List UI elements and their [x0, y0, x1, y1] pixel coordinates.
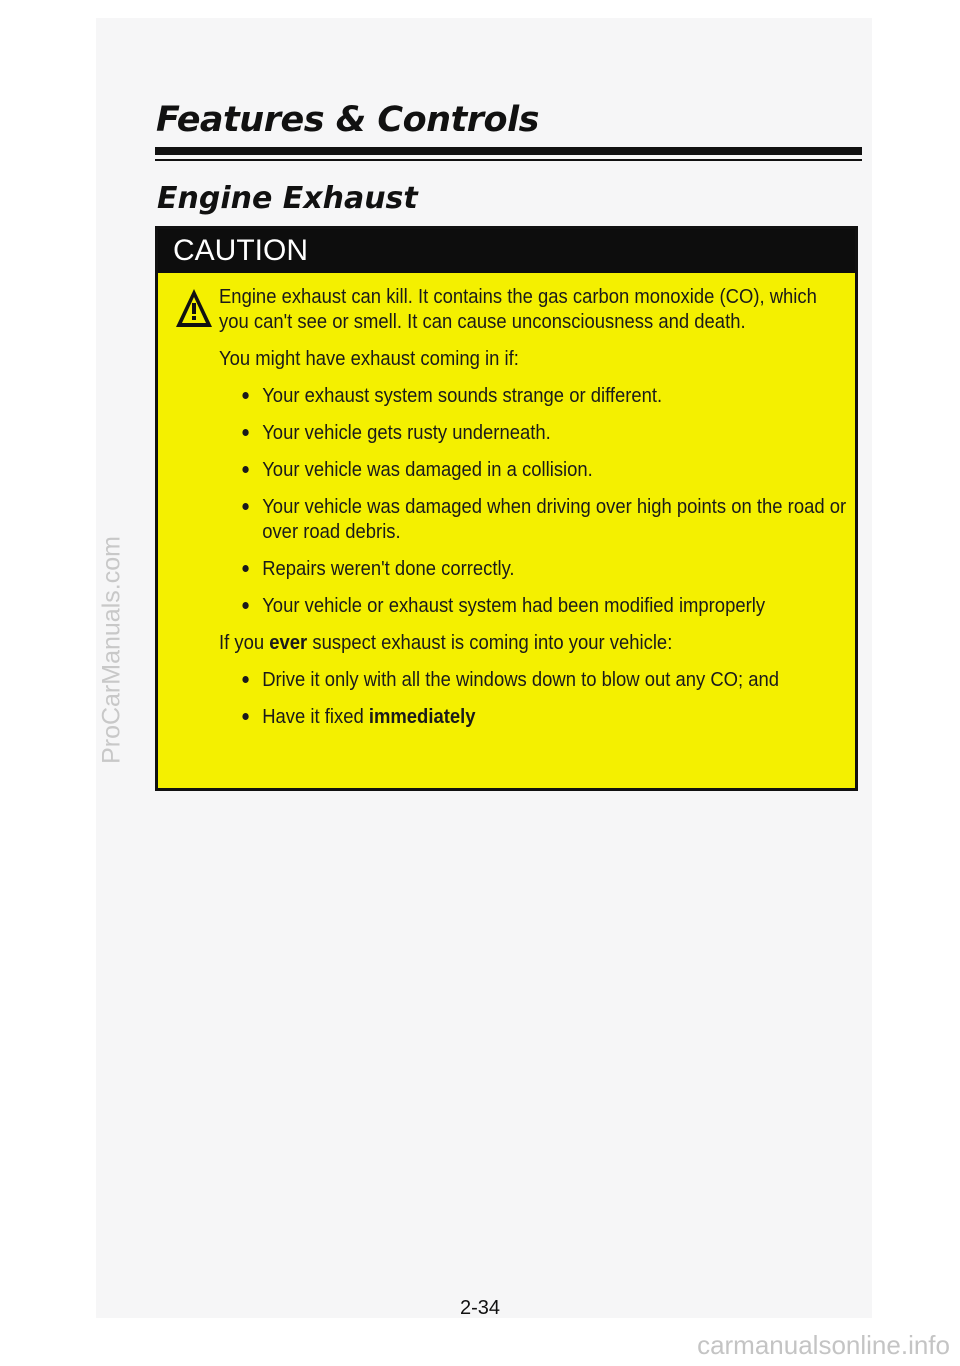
list-item: Your vehicle gets rusty underneath. [219, 420, 847, 445]
list-item: Drive it only with all the windows down to blow out any CO; and [219, 667, 847, 692]
exhaust-conditions-intro: You might have exhaust coming in if: [219, 347, 519, 370]
list-item: Your exhaust system sounds strange or different. [219, 383, 847, 408]
list-item: Your vehicle or exhaust system had been modified improperly [219, 593, 847, 618]
list-item [219, 704, 847, 729]
caution-intro: Engine exhaust can kill. It contains the gas carbon monoxide (CO), which you can't see or smell. It can cause unconsciousness and death. [219, 285, 817, 333]
page-number: 2-34 [459, 1297, 501, 1319]
ever-emphasis: ever [269, 631, 308, 654]
exhaust-conditions-list [219, 383, 847, 618]
bottom-watermark: carmanualsonline.info [697, 1330, 950, 1360]
caution-label: CAUTION [158, 229, 855, 273]
if-you-text: If you [219, 631, 265, 654]
list-item: Repairs weren't done correctly. [219, 556, 847, 581]
header-rule-thick [155, 147, 862, 155]
warning-triangle-icon [174, 286, 214, 330]
actions-list [219, 667, 782, 729]
caution-body [219, 284, 847, 729]
side-watermark: ProCarManuals.com [97, 536, 126, 764]
list-item: Your vehicle was damaged in a collision. [219, 457, 847, 482]
immediately-emphasis: immediately [368, 705, 476, 728]
if-you-suspect-line [219, 630, 782, 655]
fix-text: Have it fixed [262, 705, 364, 728]
suspect-text: suspect exhaust is coming into your vehicle: [312, 631, 673, 654]
section-title: Features & Controls [156, 100, 539, 140]
caution-box [155, 226, 858, 791]
list-item: Your vehicle was damaged when driving over high points on the road or over road debris. [219, 494, 847, 544]
header-rule-thin [155, 159, 862, 161]
page-subtitle: Engine Exhaust [157, 181, 418, 216]
